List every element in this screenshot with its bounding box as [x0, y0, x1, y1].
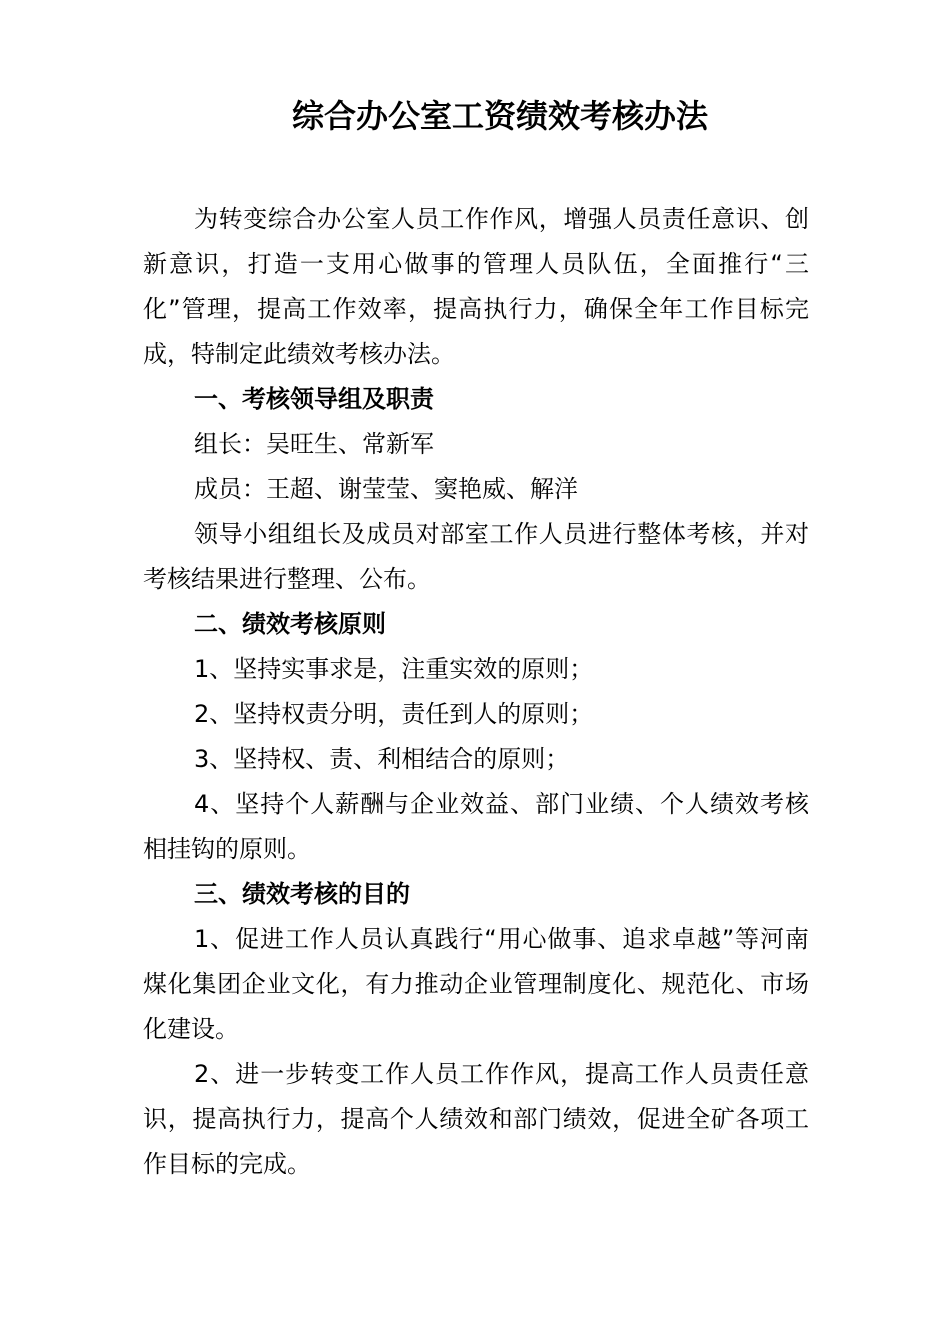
paragraph-members: 成员：王超、谢莹莹、窦艳威、解洋: [194, 475, 578, 503]
list-item-purpose-2: 2、进一步转变工作人员工作作风，提高工作人员责任意识，提高执行力，提高个人绩效和部门绩效，促进全矿各项工作目标的完成。: [143, 1060, 809, 1178]
paragraph-leader: 组长：吴旺生、常新军: [194, 430, 434, 458]
paragraph-duty: 领导小组组长及成员对部室工作人员进行整体考核，并对考核结果进行整理、公布。: [143, 520, 809, 593]
list-item-principle-2: 2、坚持权责分明，责任到人的原则；: [194, 700, 594, 728]
list-item-principle-1: 1、坚持实事求是，注重实效的原则；: [194, 655, 594, 683]
section-heading-3: 三、绩效考核的目的: [194, 880, 410, 908]
paragraph-intro: 为转变综合办公室人员工作作风，增强人员责任意识、创新意识，打造一支用心做事的管理人员队伍，全面推行“三化”管理，提高工作效率，提高执行力，确保全年工作目标完成，特制定此绩效考核办法。: [143, 205, 809, 368]
section-heading-2: 二、绩效考核原则: [194, 610, 386, 638]
section-heading-1: 一、考核领导组及职责: [194, 385, 434, 413]
list-item-principle-3: 3、坚持权、责、利相结合的原则；: [194, 745, 570, 773]
list-item-principle-4: 4、坚持个人薪酬与企业效益、部门业绩、个人绩效考核相挂钩的原则。: [143, 790, 809, 863]
list-item-purpose-1: 1、促进工作人员认真践行“用心做事、追求卓越”等河南煤化集团企业文化，有力推动企业管理制度化、规范化、市场化建设。: [143, 925, 809, 1043]
document-title: 综合办公室工资绩效考核办法: [291, 97, 708, 135]
document-body: [143, 197, 809, 1187]
